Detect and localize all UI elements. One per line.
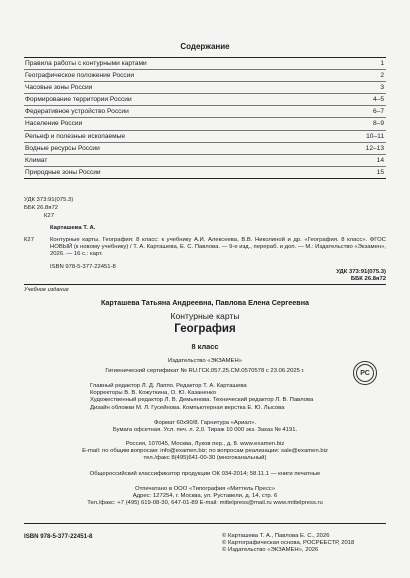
author-heading: Карташева Т. А. <box>50 225 96 231</box>
staff-credits <box>90 383 313 412</box>
authors: Карташева Татьяна Андреевна, Павлова Елена Сергеевна <box>100 298 310 307</box>
copyright-line: © Картографическая основа, РОСРЕЕСТР, 2018 <box>222 540 355 547</box>
toc-page: 10–11 <box>366 132 384 140</box>
toc-row <box>24 69 386 81</box>
annotation: Контурные карты. География: 8 класс: к учебнику А.И. Алексеева, В.В. Николиной и др. «География. 8 класс». ФГОС НОВЫЙ (к новому учебнику) / Т. А. Карташева, Е. С. Павлова. — 9-е изд., перераб. и доп. — М.: Издательство «Экзамен», 2026. — 16 с.: карт. <box>50 237 387 258</box>
format-line: Формат 60х90/8. Гарнитура «Ариал». <box>154 420 256 426</box>
author-sign-2: К27 <box>24 237 34 243</box>
toc-label: Федеративное устройство России <box>25 108 129 116</box>
toc-row <box>24 105 386 117</box>
subtitle: Контурные карты <box>170 311 240 321</box>
book-title: География <box>174 323 236 335</box>
toc-label: Население России <box>25 120 83 128</box>
toc-row <box>24 93 386 105</box>
toc-row <box>24 166 386 178</box>
staff-line: Корректоры В. В. Кожуткина, О. Ю. Казаненко <box>90 390 216 397</box>
divider-bottom <box>24 523 386 524</box>
print-format <box>0 420 410 434</box>
product-classifier: Общероссийский классификатор продукции ОК 034-2014; 58.11.1 — книги печатные <box>89 471 321 477</box>
staff-line: Дизайн обложки М. Л. Гусейнова. Компьютерная верстка Е. Ю. Лысова <box>90 404 285 411</box>
toc-label: Климат <box>25 156 48 164</box>
publisher: Издательство «ЭКЗАМЕН» <box>168 358 242 364</box>
staff-line: Главный редактор Л. Д. Лаппо. Редактор Т. А. Карташева <box>90 383 247 389</box>
divider <box>24 284 386 285</box>
copyright-line: © Издательство «ЭКЗАМЕН», 2026 <box>222 547 319 554</box>
publisher-address <box>0 441 410 463</box>
toc-page: 2 <box>380 72 384 80</box>
edition-type: Учебное издание <box>24 287 69 293</box>
toc-label: Правила работы с контурными картами <box>25 60 147 67</box>
bbk-right: ББК 26.8я72 <box>350 276 386 283</box>
grade: 8 класс <box>191 342 219 351</box>
printed-line: Тел./факс: +7 (495) 619-08-30, 647-01-89 E-mail: mittelpress@mail.ru www.mittelpress.ru <box>87 500 323 507</box>
toc-label: Географическое положение России <box>25 72 135 80</box>
hygiene-certificate: Гигиенический сертификат № RU.ГСК.057.25.СМ.0570578 с 23.06.2025 г. <box>105 368 305 374</box>
format-line: Бумага офсетная. Усл. печ. л. 2,0. Тираж 10 000 экз. Заказ № 4191. <box>112 427 298 434</box>
printed-line: Отпечатано в ООО «Типография «Миттель Пресс» <box>134 486 275 492</box>
toc-row <box>24 81 386 93</box>
toc-page: 12–13 <box>365 144 384 152</box>
toc-label: Водные ресурсы России <box>25 144 100 152</box>
toc-title: Содержание <box>180 42 230 51</box>
printed-line: Адрес: 127254, г. Москва, ул. Руставели, д. 14, стр. 6 <box>132 493 278 500</box>
isbn-bottom: ISBN 978-5-377-22451-8 <box>24 533 93 540</box>
toc-row <box>24 130 386 142</box>
toc-page: 14 <box>376 156 384 164</box>
toc-label: Природные зоны России <box>25 168 101 176</box>
printing-house <box>0 486 410 508</box>
toc-row <box>24 117 386 129</box>
address-line: E-mail: по общим вопросам: info@examen.biz; по вопросам реализации: sale@examen.biz <box>82 448 328 455</box>
address-line: Россия, 107045, Москва, Луков пер., д. 8. www.examen.biz <box>125 441 285 447</box>
toc-row <box>24 142 386 154</box>
toc-label: Формирование территории России <box>25 96 132 104</box>
toc-table <box>24 57 386 179</box>
toc-row <box>24 58 386 69</box>
copyright-line: © Карташева Т. А., Павлова Е. С., 2026 <box>222 533 330 539</box>
toc-label: Рельеф и полезные ископаемые <box>25 132 126 140</box>
toc-page: 3 <box>380 84 384 92</box>
toc-page: 6–7 <box>372 108 384 116</box>
copyright-block <box>222 533 354 555</box>
toc-page: 4–5 <box>372 96 384 104</box>
udk-code: УДК 373:91(075.3) <box>24 197 74 203</box>
udk-bbk-block <box>336 269 386 284</box>
udk-right: УДК 373:91(075.3) <box>336 269 386 275</box>
certification-seal-icon: РС <box>353 361 377 385</box>
toc-page: 1 <box>380 60 384 67</box>
toc-page: 8–9 <box>372 120 384 128</box>
staff-line: Художественный редактор Л. В. Демьянова. Технический редактор Л. В. Павлова <box>90 397 314 404</box>
bbk-code: ББК 26.8я72 <box>24 205 59 211</box>
address-line: тел./факс 8(495)641-00-30 (многоканальный) <box>143 455 267 462</box>
toc-page: 15 <box>376 168 384 176</box>
author-sign: К27 <box>44 213 54 219</box>
toc-label: Часовые зоны России <box>25 84 93 92</box>
isbn: ISBN 978-5-377-22451-8 <box>50 264 116 270</box>
toc-row <box>24 154 386 166</box>
